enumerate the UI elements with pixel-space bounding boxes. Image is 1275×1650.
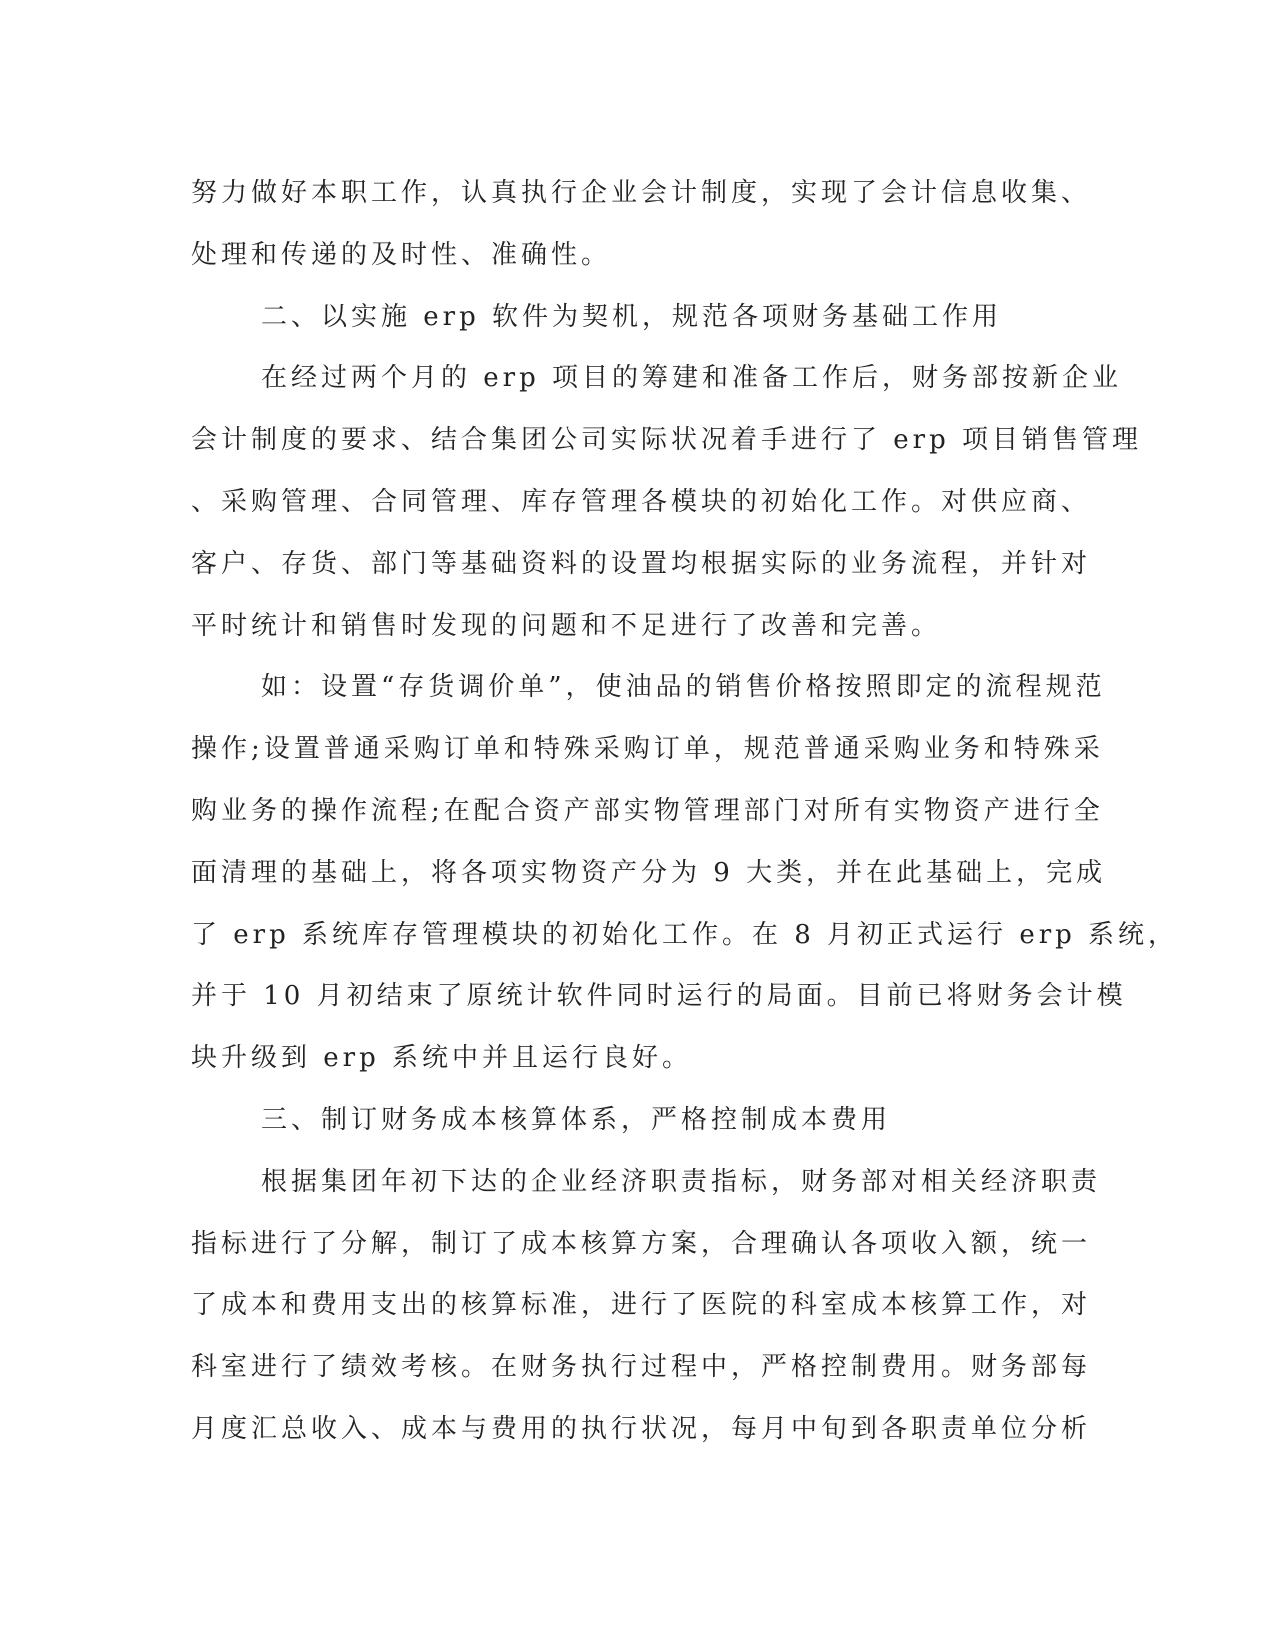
text-line: 平时统计和销售时发现的问题和不足进行了改善和完善。 (191, 610, 942, 641)
text-line: 块升级到 erp 系统中并且运行良好。 (191, 1043, 692, 1074)
text-line: 客户、存货、部门等基础资料的设置均根据实际的业务流程，并针对 (191, 548, 1092, 579)
text-line: 面清理的基础上，将各项实物资产分为 9 大类，并在此基础上，完成 (191, 857, 1107, 888)
text-line: 并于 10 月初结束了原统计软件同时运行的局面。目前已将财务会计模 (191, 981, 1127, 1012)
text-line: 、采购管理、合同管理、库存管理各模块的初始化工作。对供应商、 (191, 486, 1092, 517)
text-line: 科室进行了绩效考核。在财务执行过程中，严格控制费用。财务部每 (191, 1352, 1092, 1383)
text-line: 指标进行了分解，制订了成本核算方案，合理确认各项收入额，统一 (191, 1228, 1092, 1259)
text-line: 如：设置“存货调价单”，使油品的销售价格按照即定的流程规范 (261, 672, 1106, 703)
text-line: 了 erp 系统库存管理模块的初始化工作。在 8 月初正式运行 erp 系统， (191, 919, 1179, 950)
text-line: 月度汇总收入、成本与费用的执行状况，每月中旬到各职责单位分析 (191, 1413, 1092, 1444)
text-line: 在经过两个月的 erp 项目的筹建和准备工作后，财务部按新企业 (261, 363, 1122, 394)
text-line: 了成本和费用支出的核算标准，进行了医院的科室成本核算工作，对 (191, 1290, 1092, 1321)
text-line: 处理和传递的及时性、准确性。 (191, 239, 612, 270)
document-body (191, 163, 1179, 1461)
section-heading: 二、以实施 erp 软件为契机，规范各项财务基础工作用 (261, 301, 1002, 332)
text-line: 根据集团年初下达的企业经济职责指标，财务部对相关经济职责 (261, 1166, 1102, 1197)
section-heading: 三、制订财务成本核算体系，严格控制成本费用 (261, 1104, 892, 1135)
text-line: 操作;设置普通采购订单和特殊采购订单，规范普通采购业务和特殊采 (191, 734, 1104, 765)
text-line: 购业务的操作流程;在配合资产部实物管理部门对所有实物资产进行全 (191, 795, 1104, 826)
text-line: 努力做好本职工作，认真执行企业会计制度，实现了会计信息收集、 (191, 178, 1092, 208)
text-line: 会计制度的要求、结合集团公司实际状况着手进行了 erp 项目销售管理 (191, 425, 1142, 456)
